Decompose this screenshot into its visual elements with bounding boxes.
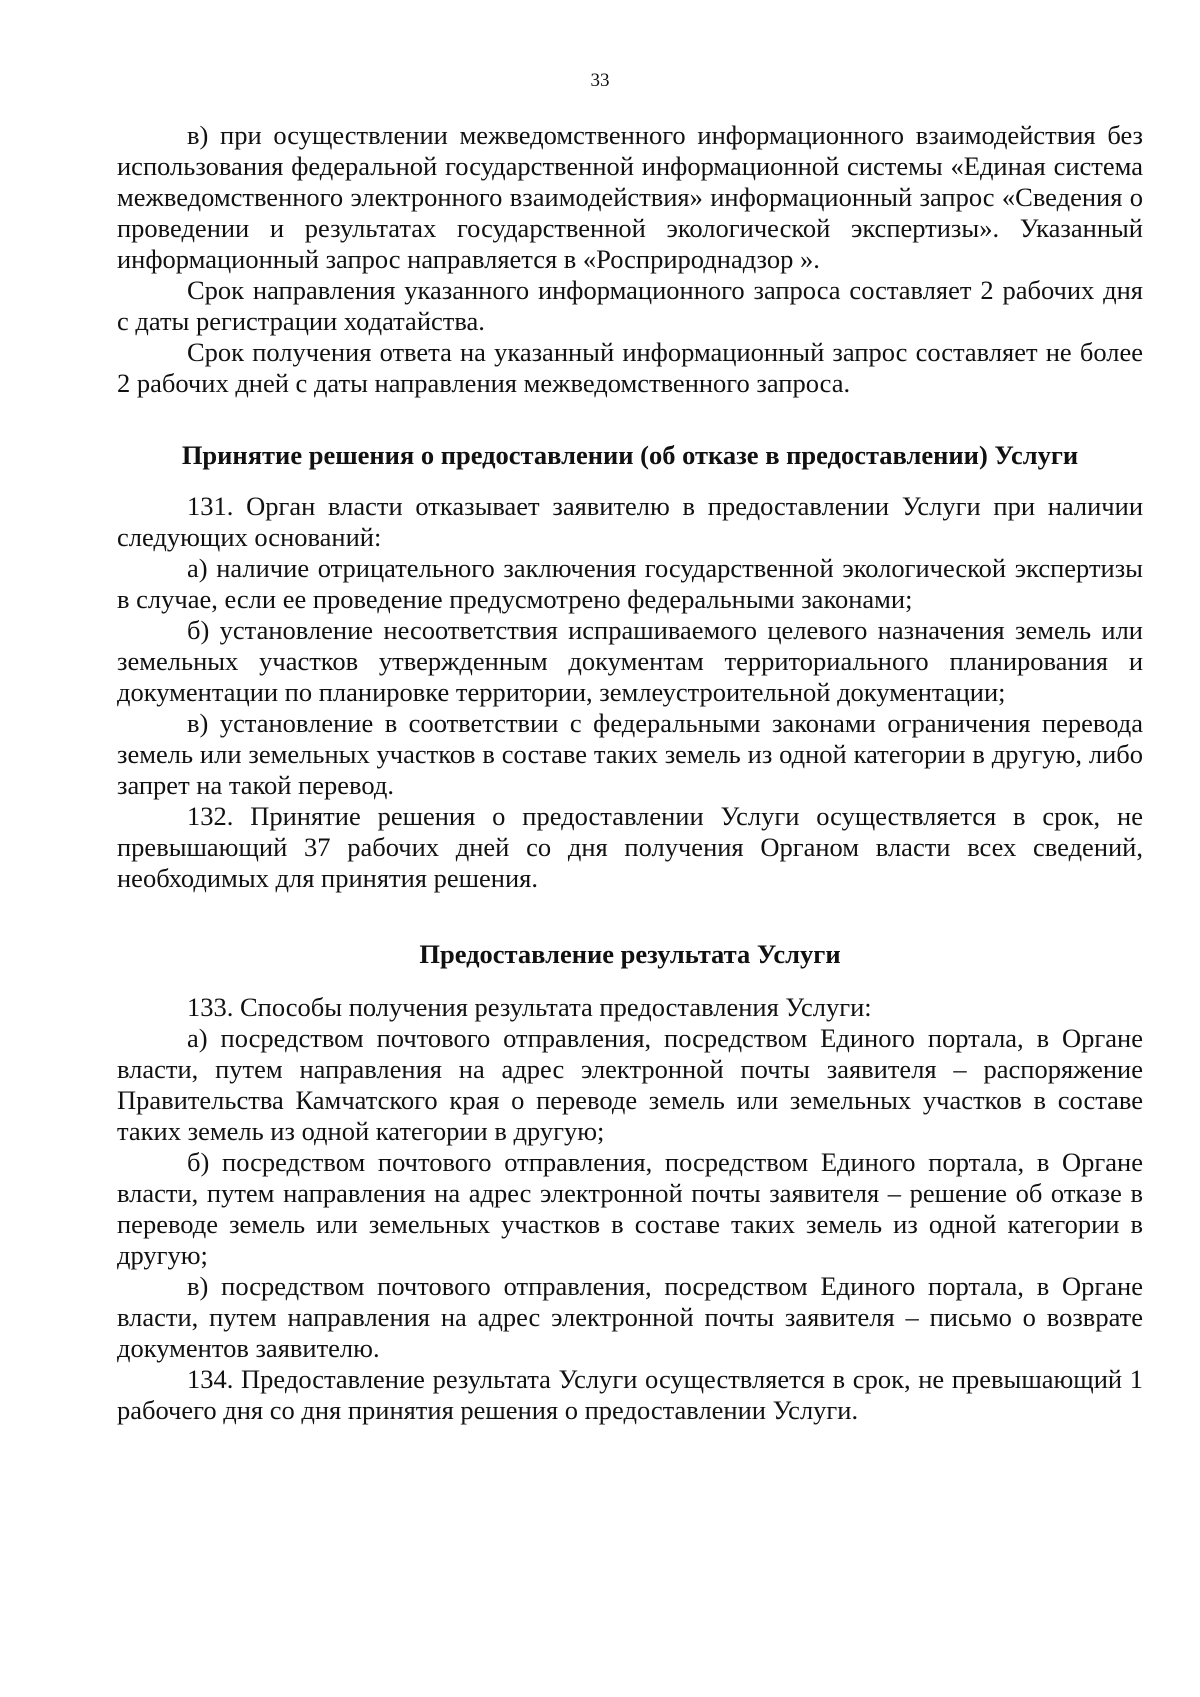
paragraph-133: 133. Способы получения результата предоставления Услуги: [187, 992, 872, 1022]
paragraph-133-b: б) посредством почтового отправления, посредством Единого портала, в Органе власти, путем направления на адрес электронной почты заявителя – решение об отказе в переводе земель или земельных участков в составе таких земель из одной категории в другую; [117, 1147, 1143, 1270]
paragraph-131-a: а) наличие отрицательного заключения государственной экологической экспертизы в случае, если ее проведение предусмотрено федеральными законами; [117, 553, 1143, 614]
paragraph-131: 131. Орган власти отказывает заявителю в предоставлении Услуги при наличии следующих оснований: [117, 491, 1143, 552]
spacer [117, 471, 1143, 491]
section-heading-decision: Принятие решения о предоставлении (об отказе в предоставлении) Услуги [181, 440, 1079, 470]
intro-deadline-reply: Срок получения ответа на указанный информационный запрос составляет не более 2 рабочих дней с даты направления межведомственного запроса. [117, 337, 1143, 398]
page-body [117, 120, 1143, 1426]
spacer [117, 894, 1143, 939]
paragraph-132: 132. Принятие решения о предоставлении Услуги осуществляется в срок, не превышающий 37 рабочих дней со дня получения Органом власти всех сведений, необходимых для принятия решения. [117, 801, 1143, 893]
intro-deadline-send: Срок направления указанного информационного запроса составляет 2 рабочих дня с даты регистрации ходатайства. [117, 275, 1143, 336]
intro-item-v: в) при осуществлении межведомственного информационного взаимодействия без использования федеральной государственной информационной системы «Единая система межведомственного электронного взаимодействия» информационный запрос «Сведения о проведении и результатах государственной экологической экспертизы». Указанный информационный запрос направляется в «Росприроднадзор ». [117, 120, 1143, 274]
paragraph-131-b: б) установление несоответствия испрашиваемого целевого назначения земель или земельных участков утвержденным документам территориального планирования и документации по планировке территории, землеустроительной документации; [117, 615, 1143, 707]
paragraph-131-v: в) установление в соответствии с федеральными законами ограничения перевода земель или земельных участков в составе таких земель из одной категории в другую, либо запрет на такой перевод. [117, 708, 1143, 800]
spacer [117, 399, 1143, 440]
section-heading-result: Предоставление результата Услуги [419, 939, 841, 969]
paragraph-133-v: в) посредством почтового отправления, посредством Единого портала, в Органе власти, путем направления на адрес электронной почты заявителя – письмо о возврате документов заявителю. [117, 1271, 1143, 1363]
spacer [117, 970, 1143, 992]
paragraph-134: 134. Предоставление результата Услуги осуществляется в срок, не превышающий 1 рабочего дня со дня принятия решения о предоставлении Услуги. [117, 1364, 1143, 1425]
page-number: 33 [590, 70, 610, 91]
paragraph-133-a: а) посредством почтового отправления, посредством Единого портала, в Органе власти, путем направления на адрес электронной почты заявителя – распоряжение Правительства Камчатского края о переводе земель или земельных участков в составе таких земель из одной категории в другую; [117, 1023, 1143, 1146]
